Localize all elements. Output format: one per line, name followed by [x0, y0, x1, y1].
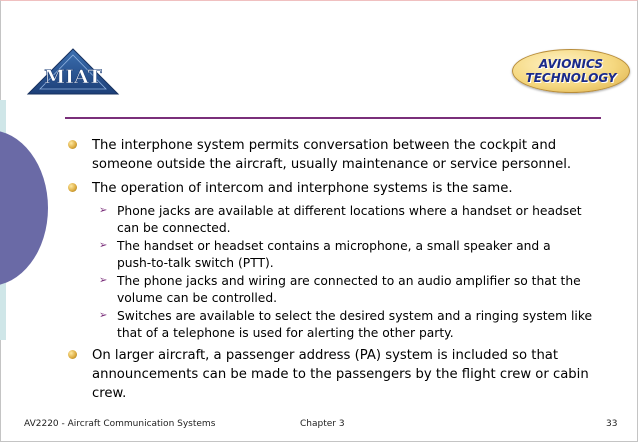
- sub-bullet-item: [66, 238, 606, 271]
- miat-logo: [26, 47, 120, 97]
- bullet-text: The interphone system permits conversation between the cockpit and someone outside the aircraft, usually maintenance or service personnel.: [92, 138, 572, 172]
- footer-course: AV2220 - Aircraft Communication Systems: [24, 419, 216, 429]
- footer-chapter: Chapter 3: [300, 419, 345, 429]
- arrow-bullet-icon: ➢: [99, 275, 108, 286]
- sub-bullet-text: The handset or headset contains a microphone, a small speaker and a push‑to‑talk switch (PTT).: [117, 239, 551, 270]
- round-bullet-icon: [68, 350, 77, 359]
- badge-line-2: TECHNOLOGY: [525, 71, 617, 85]
- sub-bullet-item: [66, 203, 606, 236]
- arrow-bullet-icon: ➢: [99, 310, 108, 321]
- miat-logo-graphic: [26, 47, 120, 97]
- sub-bullet-text: Phone jacks are available at different locations where a handset or headset can be connected.: [117, 204, 582, 235]
- round-bullet-icon: [68, 140, 77, 149]
- bullet-text: The operation of intercom and interphone systems is the same.: [92, 181, 513, 196]
- bullet-text: On larger aircraft, a passenger address (PA) system is included so that announcements can be made to the passengers by the flight crew or cabin crew.: [92, 348, 589, 401]
- sub-bullet-text: Switches are available to select the desired system and a ringing system like that of a telephone is used for alerting the other party.: [117, 309, 593, 340]
- bullet-list: [66, 136, 606, 408]
- bullet-item: [66, 179, 606, 198]
- bullet-item: [66, 136, 606, 174]
- sub-bullet-item: [66, 308, 606, 341]
- round-bullet-icon: [68, 183, 77, 192]
- sub-bullet-item: [66, 273, 606, 306]
- avionics-technology-badge: [512, 49, 630, 93]
- badge-line-1: AVIONICS: [539, 57, 603, 71]
- bullet-item: [66, 346, 606, 403]
- sub-bullet-text: The phone jacks and wiring are connected to an audio amplifier so that the volume can be controlled.: [117, 274, 581, 305]
- footer-page-number: 33: [606, 419, 618, 429]
- title-divider: [65, 117, 601, 119]
- arrow-bullet-icon: ➢: [99, 240, 108, 251]
- arrow-bullet-icon: ➢: [99, 205, 108, 216]
- logo-text: MIAT: [44, 66, 102, 88]
